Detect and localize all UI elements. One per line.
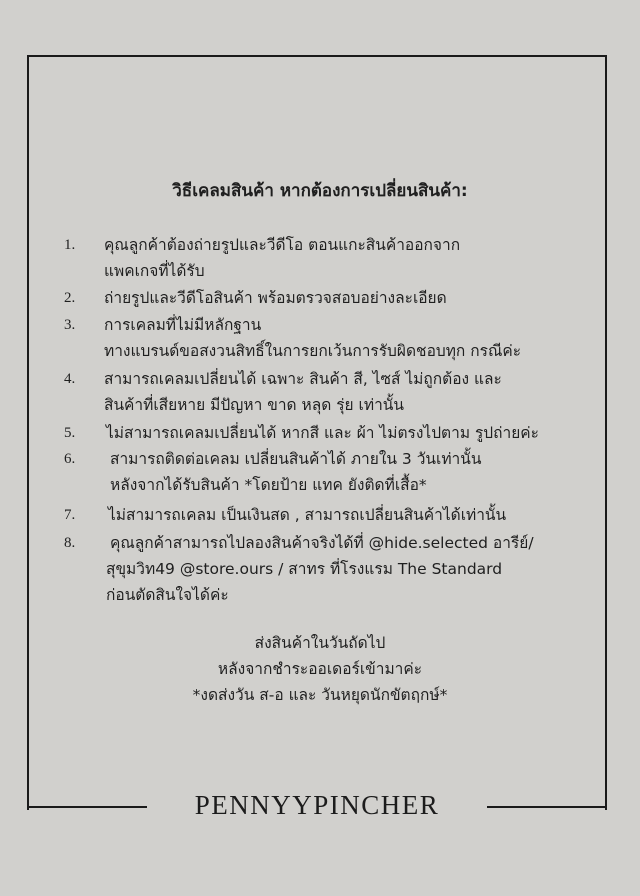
- list-item-number: 5.: [64, 425, 76, 441]
- brand-logo: PENNYYPINCHER: [194, 790, 440, 820]
- shipping-note: [0, 630, 640, 708]
- list-item-line: สินค้าที่เสียหาย มีปัญหา ขาด หลุด รุ่ย เท่านั้น: [104, 396, 404, 414]
- list-item-line: คุณลูกค้าต้องถ่ายรูปและวีดีโอ ตอนแกะสินค้าออกจาก: [104, 236, 461, 254]
- bottom-rule-right: [487, 806, 607, 808]
- shipping-note-line: หลังจากชำระออเดอร์เข้ามาค่ะ: [217, 660, 423, 678]
- shipping-note-line: ส่งสินค้าในวันถัดไป: [254, 634, 386, 652]
- list-item-number: 7.: [64, 507, 76, 523]
- list-item-line: คุณลูกค้าสามารถไปลองสินค้าจริงได้ที่ @hide.selected อารีย์/: [110, 534, 534, 552]
- list-item-number: 6.: [64, 451, 76, 467]
- list-item-number: 3.: [64, 317, 76, 333]
- list-item-line: ถ่ายรูปและวีดีโอสินค้า พร้อมตรวจสอบอย่างละเอียด: [104, 289, 447, 307]
- page-title: วิธีเคลมสินค้า หากต้องการเปลี่ยนสินค้า:: [172, 181, 468, 201]
- list-item-line: หลังจากได้รับสินค้า *โดยป้าย แทค ยังติดที่เสื้อ*: [110, 476, 427, 494]
- list-item-number: 1.: [64, 237, 76, 253]
- list-item-line: ทางแบรนด์ขอสงวนสิทธิ์ในการยกเว้นการรับผิดชอบทุก กรณีค่ะ: [104, 342, 522, 360]
- list-item-line: สามารถติดต่อเคลม เปลี่ยนสินค้าได้ ภายใน 3 วันเท่านั้น: [110, 450, 482, 468]
- list-item-line: ก่อนตัดสินใจได้ค่ะ: [106, 586, 229, 604]
- list-item-line: สุขุมวิท49 @store.ours / สาทร ที่โรงแรม The Standard: [106, 560, 503, 578]
- list-item-number: 4.: [64, 371, 76, 387]
- list-item-number: 8.: [64, 535, 76, 551]
- list-item-line: ไม่สามารถเคลม เป็นเงินสด , สามารถเปลี่ยนสินค้าได้เท่านั้น: [108, 506, 507, 524]
- list-item-line: การเคลมที่ไม่มีหลักฐาน: [104, 316, 262, 334]
- list-item-number: 2.: [64, 290, 76, 306]
- list-item-line: แพคเกจที่ได้รับ: [104, 262, 205, 280]
- bottom-rule-left: [27, 806, 147, 808]
- list-item-line: ไม่สามารถเคลมเปลี่ยนได้ หากสี และ ผ้า ไม่ตรงไปตาม รูปถ่ายค่ะ: [106, 424, 539, 442]
- list-item-line: สามารถเคลมเปลี่ยนได้ เฉพาะ สินค้า สี, ไซส์ ไม่ถูกต้อง และ: [104, 370, 502, 388]
- shipping-note-line: *งดส่งวัน ส-อ และ วันหยุดนักขัตฤกษ์*: [192, 686, 448, 704]
